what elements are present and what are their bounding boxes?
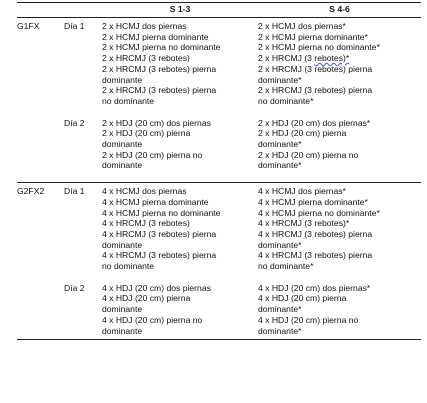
exercise-line: 4 x HCMJ dos piernas bbox=[102, 186, 187, 197]
exercise-cell-s1-3 bbox=[102, 183, 258, 272]
exercise-cell-s1-3 bbox=[102, 283, 258, 337]
exercise-line: 4 x HCMJ pierna no dominante* bbox=[258, 207, 380, 218]
exercise-line: 2 x HCMJ pierna dominante bbox=[102, 31, 209, 42]
exercise-line: dominante* bbox=[258, 160, 302, 171]
exercise-line: no dominante bbox=[102, 95, 155, 106]
exercise-line: 2 x HCMJ dos piernas* bbox=[258, 21, 346, 31]
exercise-cell-s4-6 bbox=[258, 118, 421, 172]
exercise-line: 4 x HDJ (20 cm) pierna no bbox=[258, 314, 359, 325]
table-row bbox=[17, 283, 421, 337]
day-label: Día 2 bbox=[64, 282, 85, 293]
exercise-line: 4 x HRCMJ (3 rebotes) bbox=[102, 218, 190, 229]
exercise-line: 2 x HDJ (20 cm) pierna no bbox=[102, 149, 203, 160]
exercise-cell-s4-6 bbox=[258, 283, 421, 337]
table-row bbox=[17, 118, 421, 172]
exercise-line: dominante* bbox=[258, 139, 302, 150]
exercise-line: 2 x HDJ (20 cm) pierna no bbox=[258, 149, 359, 160]
exercise-line: 4 x HCMJ dos piernas* bbox=[258, 186, 346, 197]
exercise-line: 2 x HDJ (20 cm) dos piernas bbox=[102, 117, 211, 128]
exercise-line: 4 x HRCMJ (3 rebotes) pierna bbox=[102, 228, 217, 239]
exercise-line: dominante bbox=[102, 304, 143, 315]
header-group bbox=[17, 3, 64, 18]
training-protocol-table bbox=[17, 2, 421, 340]
table-bottom-rule bbox=[17, 336, 421, 340]
exercise-line: 2 x HRCMJ (3 rebotes) pierna bbox=[102, 63, 217, 74]
spellcheck-underline: rebotes)* bbox=[314, 53, 350, 64]
day-label: Día 2 bbox=[64, 117, 85, 128]
exercise-line: 4 x HDJ (20 cm) pierna bbox=[102, 293, 191, 304]
row-spacer bbox=[17, 107, 421, 118]
exercise-line: dominante* bbox=[258, 74, 302, 85]
table-row bbox=[17, 183, 421, 272]
day-label: Día 1 bbox=[64, 186, 85, 197]
exercise-line: 4 x HCMJ pierna no dominante bbox=[102, 207, 221, 218]
exercise-line: 4 x HDJ (20 cm) dos piernas bbox=[102, 282, 211, 293]
header-s4-6: S 4-6 bbox=[258, 3, 421, 18]
exercise-line: 2 x HRCMJ (3 rebotes) pierna bbox=[258, 85, 373, 96]
exercise-line: 2 x HRCMJ (3 rebotes) pierna bbox=[102, 85, 217, 96]
exercise-line: 4 x HRCMJ (3 rebotes) pierna bbox=[258, 228, 373, 239]
header-day bbox=[64, 3, 102, 18]
exercise-line: dominante bbox=[102, 239, 143, 250]
exercise-line: 2 x HCMJ pierna no dominante bbox=[102, 42, 221, 53]
exercise-line: 4 x HDJ (20 cm) pierna no bbox=[102, 314, 203, 325]
exercise-line: 4 x HRCMJ (3 rebotes) pierna bbox=[102, 250, 217, 261]
exercise-line: 2 x HDJ (20 cm) pierna bbox=[258, 128, 347, 139]
exercise-line: dominante bbox=[102, 74, 143, 85]
table-row bbox=[17, 18, 421, 107]
exercise-cell-s1-3 bbox=[102, 118, 258, 172]
exercise-line: 4 x HRCMJ (3 rebotes)* bbox=[258, 218, 350, 229]
exercise-line: 4 x HDJ (20 cm) pierna bbox=[258, 293, 347, 304]
header-row bbox=[17, 3, 421, 18]
exercise-line: dominante bbox=[102, 160, 143, 171]
group-label: G1FX bbox=[17, 21, 40, 31]
exercise-line: 4 x HDJ (20 cm) dos piernas* bbox=[258, 282, 371, 293]
group-label-empty bbox=[17, 283, 64, 337]
exercise-line: no dominante bbox=[102, 261, 155, 272]
exercise-line: 2 x HCMJ pierna no dominante* bbox=[258, 42, 380, 53]
exercise-cell-s4-6 bbox=[258, 183, 421, 272]
exercise-line: no dominante* bbox=[258, 261, 314, 272]
exercise-line: dominante bbox=[102, 139, 143, 150]
day-label: Día 1 bbox=[64, 21, 85, 31]
exercise-line: 4 x HRCMJ (3 rebotes) pierna bbox=[258, 250, 373, 261]
exercise-line: no dominante* bbox=[258, 95, 314, 106]
exercise-line: dominante* bbox=[258, 239, 302, 250]
row-spacer bbox=[17, 272, 421, 283]
exercise-line: 2 x HDJ (20 cm) dos piernas* bbox=[258, 117, 371, 128]
group-label-empty bbox=[17, 118, 64, 172]
exercise-line: 2 x HRCMJ (3 rebotes)* bbox=[258, 53, 350, 64]
exercise-cell-s1-3 bbox=[102, 18, 258, 107]
exercise-line: 2 x HCMJ pierna dominante* bbox=[258, 31, 368, 42]
exercise-line: 4 x HCMJ pierna dominante* bbox=[258, 196, 368, 207]
exercise-line: 4 x HCMJ pierna dominante bbox=[102, 196, 209, 207]
group-label: G2FX2 bbox=[17, 186, 45, 197]
header-s1-3: S 1-3 bbox=[102, 3, 258, 18]
exercise-line: dominante bbox=[102, 325, 143, 336]
exercise-line: 2 x HRCMJ (3 rebotes) bbox=[102, 53, 190, 64]
exercise-line: 2 x HCMJ dos piernas bbox=[102, 21, 187, 31]
exercise-line: dominante* bbox=[258, 325, 302, 336]
exercise-line: 2 x HRCMJ (3 rebotes) pierna bbox=[258, 63, 373, 74]
exercise-cell-s4-6 bbox=[258, 18, 421, 107]
exercise-line: 2 x HDJ (20 cm) pierna bbox=[102, 128, 191, 139]
group-separator bbox=[17, 171, 421, 183]
exercise-line: dominante* bbox=[258, 304, 302, 315]
